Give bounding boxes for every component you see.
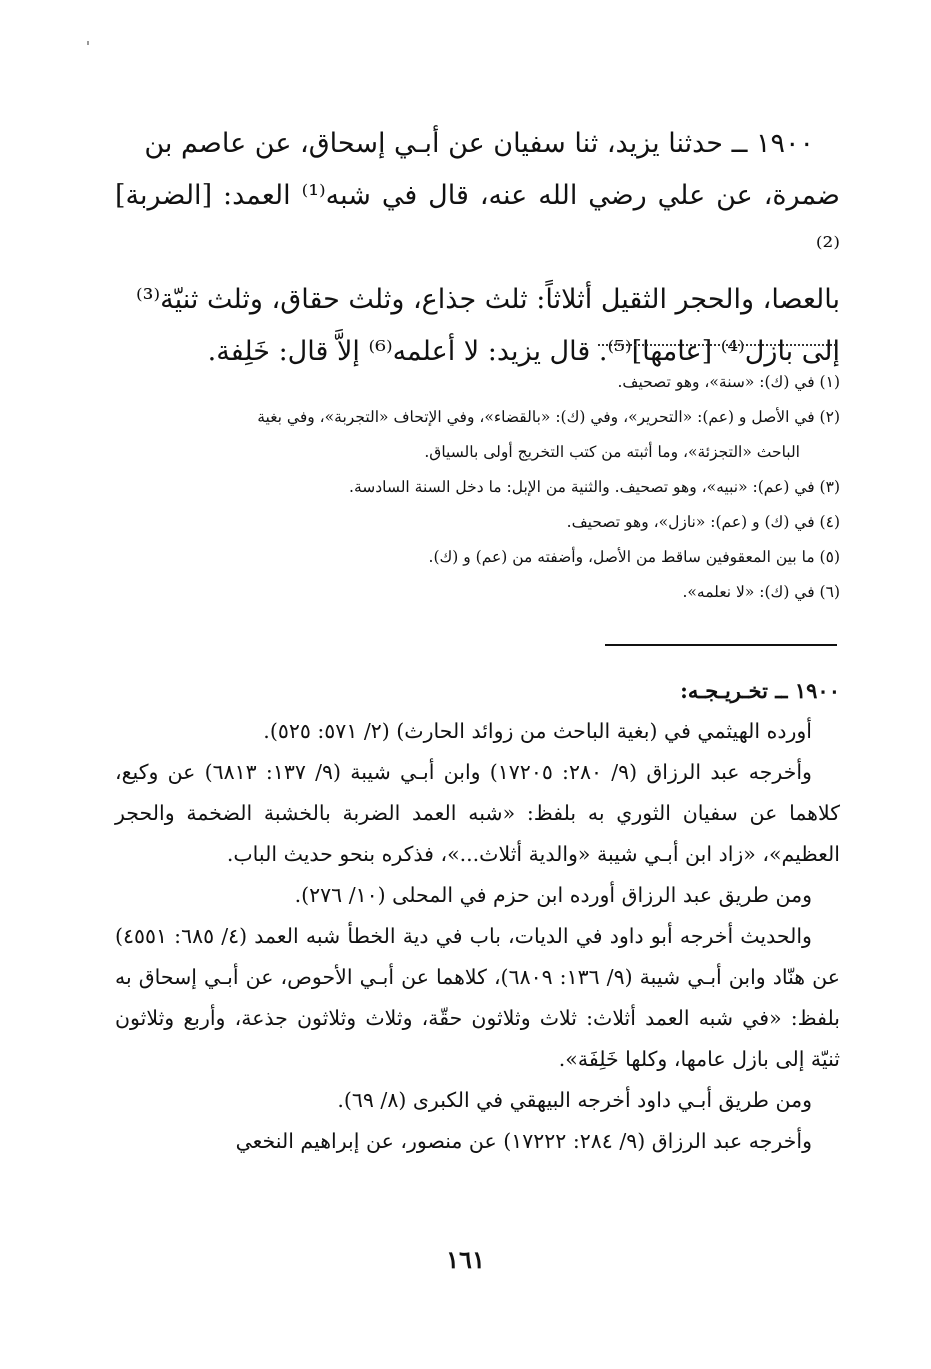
page-number: ١٦١ xyxy=(446,1245,485,1274)
takhrij-paragraph: وأخرجه عبد الرزاق (٩/ ٢٨٤: ١٧٢٢٢) عن منصور، عن إبراهيم النخعي xyxy=(235,1129,812,1153)
takhrij-paragraph: ومن طريق أبـي داود أخرجه البيهقي في الكبرى (٨/ ٦٩). xyxy=(337,1088,812,1112)
footnote: (٤) في (ك) و (عم): «نازل»، وهو تصحيف. xyxy=(566,513,840,531)
footnote: (٢) في الأصل و (عم): «التحرير»، وفي (ك): «بالقضاء»، وفي الإتحاف «التجربة»، وفي بغية xyxy=(257,408,840,426)
hadith-line: ١٩٠٠ ــ حدثنا يزيد، ثنا سفيان عن أبـي إسحاق، عن عاصم بن xyxy=(144,128,814,159)
scan-speck xyxy=(87,41,89,45)
takhrij-section xyxy=(115,670,840,1162)
hadith-line: بالعصا، والحجر الثقيل أثلاثاً: ثلث جذاع، وثلث حقاق، وثلث ثنيّة⁽³⁾ xyxy=(136,284,840,315)
takhrij-paragraph: ومن طريق عبد الرزاق أورده ابن حزم في المحلى (١٠/ ٢٧٦). xyxy=(294,883,812,907)
footnote-separator xyxy=(598,344,836,346)
takhrij-paragraph: أورده الهيثمي في (بغية الباحث من زوائد الحارث) (٢/ ٥٧١: ٥٢٥). xyxy=(263,719,812,743)
footnote: (٣) في (عم): «نبيه»، وهو تصحيف. والثنية من الإبل: ما دخل السنة السادسة. xyxy=(349,478,840,496)
takhrij-paragraph: والحديث أخرجه أبو داود في الديات، باب في دية الخطأ شبه العمد (٤/ ٦٨٥: ٤٥٥١) عن هنّاد وابن أبـي شيبة (٩/ ١٣٦: ٦٨٠٩)، كلاهما عن أبـي الأحوص، عن أبـي إسحاق به بلفظ: «في شبه العمد أثلاث: ثلاث وثلاثون حقّة، وثلاث وثلاثون جذعة، وأربع وثلاثون ثنيّة إلى بازل عامها، وكلها خَلِفَة». xyxy=(115,924,840,1071)
takhrij-heading: ١٩٠٠ ــ تخـريـجـه: xyxy=(680,678,840,703)
footnote: (١) في (ك): «سنة»، وهو تصحيف. xyxy=(617,373,840,391)
footnote-continuation: الباحث «التجزئة»، وما أثبته من كتب التخريج أولى بالسياق. xyxy=(424,443,800,461)
hadith-line: إلى بازل⁽⁴⁾ [عامها]⁽⁵⁾. قال يزيد: لا أعلمه⁽⁶⁾ إلاَّ قال: خَلِفة. xyxy=(207,336,840,367)
hadith-line: ضمرة، عن علي رضي الله عنه، قال في شبه⁽¹⁾ العمد: [الضربة]⁽²⁾ xyxy=(115,180,840,263)
footnotes xyxy=(115,365,840,610)
takhrij-paragraph: وأخرجه عبد الرزاق (٩/ ٢٨٠: ١٧٢٠٥) وابن أبـي شيبة (٩/ ١٣٧: ٦٨١٣) عن وكيع، كلاهما عن سفيان الثوري به بلفظ: «شبه العمد الضربة بالخشبة الضخمة والحجر العظيم»، «زاد ابن أبـي شيبة «والدية أثلاث...»، فذكره بنحو حديث الباب. xyxy=(115,760,840,866)
section-rule xyxy=(605,644,837,646)
footnote: (٥) ما بين المعقوفين ساقط من الأصل، وأضفته من (عم) و (ك). xyxy=(428,548,840,566)
hadith-text xyxy=(115,118,840,378)
footnote: (٦) في (ك): «لا نعلمه». xyxy=(682,583,840,601)
